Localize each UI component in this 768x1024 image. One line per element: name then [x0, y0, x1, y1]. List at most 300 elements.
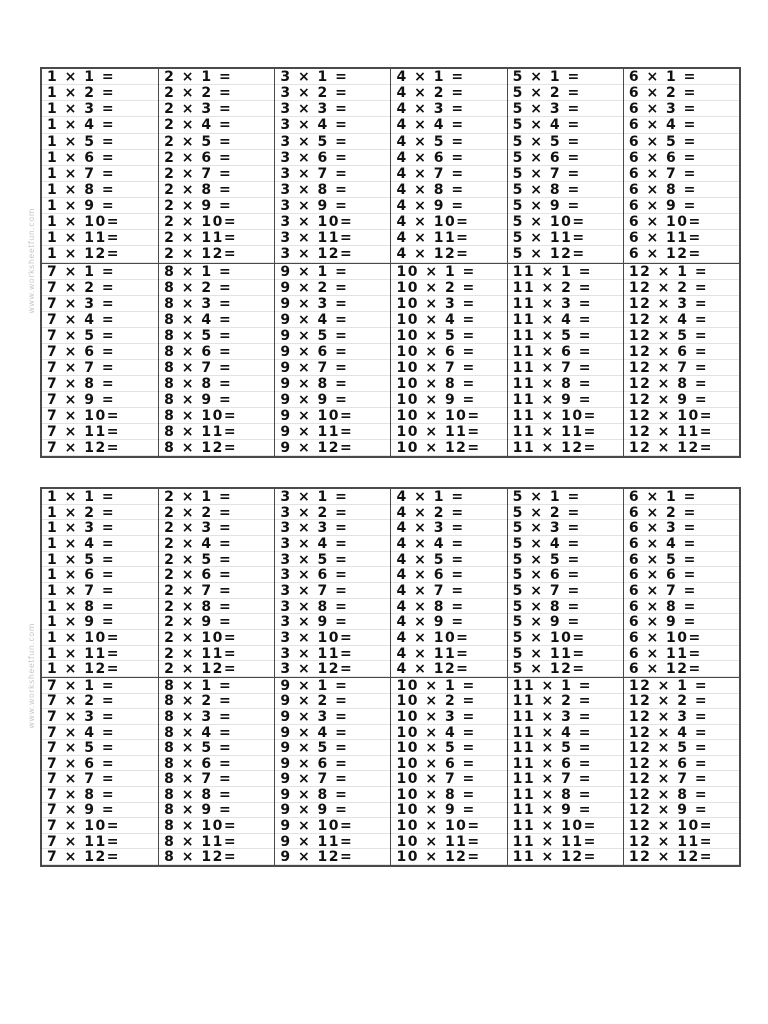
fact-cell: 6 × 2 = — [624, 505, 739, 521]
fact-cell: 11 × 6 = — [508, 756, 623, 772]
fact-cell: 4 × 1 = — [391, 489, 506, 505]
fact-cell: 9 × 1 = — [275, 264, 390, 280]
tables-7-to-12 — [42, 263, 739, 457]
table-column-4 — [390, 489, 506, 677]
fact-cell: 1 × 9 = — [42, 198, 158, 214]
fact-cell: 2 × 11= — [159, 646, 274, 662]
fact-cell: 6 × 7 = — [624, 583, 739, 599]
fact-cell: 2 × 2 = — [159, 505, 274, 521]
fact-cell: 10 × 3 = — [391, 296, 506, 312]
fact-cell: 4 × 1 = — [391, 69, 506, 85]
fact-cell: 9 × 4 = — [275, 312, 390, 328]
fact-cell: 12 × 2 = — [624, 280, 739, 296]
fact-cell: 1 × 2 = — [42, 505, 158, 521]
fact-cell: 12 × 4 = — [624, 725, 739, 741]
fact-cell: 9 × 8 = — [275, 787, 390, 803]
fact-cell: 7 × 4 = — [42, 312, 158, 328]
fact-cell: 11 × 9 = — [508, 803, 623, 819]
fact-cell: 9 × 6 = — [275, 756, 390, 772]
fact-cell: 10 × 6 = — [391, 756, 506, 772]
watermark-text: www.worksheetfun.com — [27, 623, 36, 729]
fact-cell: 1 × 7 = — [42, 583, 158, 599]
fact-cell: 9 × 5 = — [275, 740, 390, 756]
fact-cell: 7 × 12= — [42, 440, 158, 456]
table-column-8 — [158, 264, 274, 457]
fact-cell: 11 × 5 = — [508, 328, 623, 344]
fact-cell: 6 × 12= — [624, 246, 739, 262]
fact-cell: 5 × 5 = — [508, 552, 623, 568]
fact-cell: 11 × 12= — [508, 440, 623, 456]
tables-7-to-12 — [42, 677, 739, 865]
fact-cell: 11 × 11= — [508, 834, 623, 850]
fact-cell: 5 × 9 = — [508, 198, 623, 214]
fact-cell: 10 × 1 = — [391, 264, 506, 280]
fact-cell: 4 × 12= — [391, 246, 506, 262]
fact-cell: 11 × 9 = — [508, 392, 623, 408]
tables-1-to-6 — [42, 69, 739, 263]
fact-cell: 12 × 7 = — [624, 360, 739, 376]
fact-cell: 3 × 8 = — [275, 182, 390, 198]
fact-cell: 8 × 6 = — [159, 756, 274, 772]
fact-cell: 4 × 10= — [391, 630, 506, 646]
fact-cell: 6 × 8 = — [624, 599, 739, 615]
fact-cell: 2 × 10= — [159, 630, 274, 646]
fact-cell: 4 × 3 = — [391, 101, 506, 117]
fact-cell: 2 × 2 = — [159, 85, 274, 101]
fact-cell: 10 × 6 = — [391, 344, 506, 360]
fact-cell: 1 × 10= — [42, 214, 158, 230]
fact-cell: 6 × 6 = — [624, 567, 739, 583]
fact-cell: 9 × 10= — [275, 818, 390, 834]
tables-1-to-6 — [42, 489, 739, 677]
fact-cell: 11 × 1 = — [508, 678, 623, 694]
fact-cell: 8 × 8 = — [159, 376, 274, 392]
times-table-sheet — [40, 67, 741, 458]
fact-cell: 12 × 8 = — [624, 376, 739, 392]
fact-cell: 12 × 9 = — [624, 392, 739, 408]
fact-cell: 5 × 7 = — [508, 583, 623, 599]
fact-cell: 8 × 7 = — [159, 360, 274, 376]
fact-cell: 2 × 12= — [159, 246, 274, 262]
fact-cell: 6 × 10= — [624, 214, 739, 230]
fact-cell: 12 × 3 = — [624, 296, 739, 312]
fact-cell: 6 × 4 = — [624, 536, 739, 552]
fact-cell: 3 × 9 = — [275, 198, 390, 214]
fact-cell: 5 × 9 = — [508, 614, 623, 630]
fact-cell: 2 × 11= — [159, 230, 274, 246]
fact-cell: 12 × 10= — [624, 408, 739, 424]
fact-cell: 2 × 7 = — [159, 166, 274, 182]
fact-cell: 2 × 5 = — [159, 552, 274, 568]
fact-cell: 3 × 6 = — [275, 150, 390, 166]
fact-cell: 4 × 8 = — [391, 599, 506, 615]
fact-cell: 6 × 5 = — [624, 134, 739, 150]
fact-cell: 8 × 10= — [159, 818, 274, 834]
fact-cell: 12 × 6 = — [624, 756, 739, 772]
fact-cell: 4 × 8 = — [391, 182, 506, 198]
fact-cell: 8 × 11= — [159, 424, 274, 440]
fact-cell: 3 × 6 = — [275, 567, 390, 583]
fact-cell: 6 × 1 = — [624, 69, 739, 85]
fact-cell: 5 × 10= — [508, 630, 623, 646]
fact-cell: 3 × 2 = — [275, 85, 390, 101]
fact-cell: 3 × 9 = — [275, 614, 390, 630]
fact-cell: 3 × 4 = — [275, 536, 390, 552]
fact-cell: 2 × 7 = — [159, 583, 274, 599]
fact-cell: 4 × 4 = — [391, 536, 506, 552]
fact-cell: 10 × 4 = — [391, 725, 506, 741]
fact-cell: 2 × 5 = — [159, 134, 274, 150]
fact-cell: 11 × 7 = — [508, 771, 623, 787]
fact-cell: 11 × 12= — [508, 849, 623, 865]
fact-cell: 4 × 7 = — [391, 583, 506, 599]
fact-cell: 9 × 6 = — [275, 344, 390, 360]
fact-cell: 5 × 2 = — [508, 505, 623, 521]
fact-cell: 3 × 11= — [275, 230, 390, 246]
table-column-8 — [158, 678, 274, 865]
fact-cell: 1 × 7 = — [42, 166, 158, 182]
fact-cell: 2 × 3 = — [159, 520, 274, 536]
fact-cell: 5 × 6 = — [508, 567, 623, 583]
fact-cell: 9 × 5 = — [275, 328, 390, 344]
fact-cell: 1 × 9 = — [42, 614, 158, 630]
fact-cell: 3 × 3 = — [275, 520, 390, 536]
fact-cell: 4 × 11= — [391, 230, 506, 246]
fact-cell: 1 × 12= — [42, 661, 158, 677]
fact-cell: 1 × 1 = — [42, 69, 158, 85]
fact-cell: 8 × 5 = — [159, 328, 274, 344]
fact-cell: 12 × 5 = — [624, 328, 739, 344]
fact-cell: 4 × 6 = — [391, 567, 506, 583]
fact-cell: 8 × 12= — [159, 849, 274, 865]
fact-cell: 10 × 10= — [391, 818, 506, 834]
fact-cell: 8 × 4 = — [159, 312, 274, 328]
fact-cell: 5 × 4 = — [508, 117, 623, 133]
table-column-9 — [274, 264, 390, 457]
fact-cell: 6 × 7 = — [624, 166, 739, 182]
fact-cell: 8 × 6 = — [159, 344, 274, 360]
fact-cell: 4 × 2 = — [391, 505, 506, 521]
fact-cell: 5 × 10= — [508, 214, 623, 230]
fact-cell: 12 × 11= — [624, 834, 739, 850]
fact-cell: 1 × 3 = — [42, 101, 158, 117]
fact-cell: 9 × 2 = — [275, 280, 390, 296]
fact-cell: 1 × 8 = — [42, 182, 158, 198]
fact-cell: 10 × 12= — [391, 849, 506, 865]
fact-cell: 6 × 1 = — [624, 489, 739, 505]
fact-cell: 4 × 4 = — [391, 117, 506, 133]
fact-cell: 1 × 6 = — [42, 150, 158, 166]
fact-cell: 6 × 3 = — [624, 520, 739, 536]
fact-cell: 7 × 10= — [42, 818, 158, 834]
fact-cell: 5 × 11= — [508, 230, 623, 246]
table-column-3 — [274, 489, 390, 677]
times-table-sheet — [40, 487, 741, 867]
fact-cell: 11 × 10= — [508, 408, 623, 424]
fact-cell: 4 × 7 = — [391, 166, 506, 182]
fact-cell: 7 × 2 = — [42, 694, 158, 710]
fact-cell: 9 × 12= — [275, 440, 390, 456]
fact-cell: 10 × 10= — [391, 408, 506, 424]
fact-cell: 5 × 1 = — [508, 489, 623, 505]
fact-cell: 10 × 2 = — [391, 280, 506, 296]
fact-cell: 1 × 11= — [42, 646, 158, 662]
fact-cell: 5 × 12= — [508, 661, 623, 677]
table-column-12 — [623, 264, 739, 457]
fact-cell: 7 × 5 = — [42, 740, 158, 756]
fact-cell: 12 × 8 = — [624, 787, 739, 803]
table-column-5 — [507, 69, 623, 263]
fact-cell: 12 × 12= — [624, 440, 739, 456]
fact-cell: 2 × 10= — [159, 214, 274, 230]
fact-cell: 12 × 9 = — [624, 803, 739, 819]
fact-cell: 9 × 7 = — [275, 771, 390, 787]
fact-cell: 3 × 2 = — [275, 505, 390, 521]
fact-cell: 3 × 3 = — [275, 101, 390, 117]
fact-cell: 8 × 3 = — [159, 296, 274, 312]
fact-cell: 3 × 8 = — [275, 599, 390, 615]
fact-cell: 10 × 2 = — [391, 694, 506, 710]
table-column-10 — [390, 678, 506, 865]
table-column-6 — [623, 69, 739, 263]
fact-cell: 8 × 8 = — [159, 787, 274, 803]
fact-cell: 7 × 7 = — [42, 771, 158, 787]
table-column-10 — [390, 264, 506, 457]
fact-cell: 12 × 7 = — [624, 771, 739, 787]
fact-cell: 3 × 11= — [275, 646, 390, 662]
fact-cell: 6 × 11= — [624, 646, 739, 662]
fact-cell: 11 × 11= — [508, 424, 623, 440]
fact-cell: 4 × 2 = — [391, 85, 506, 101]
fact-cell: 5 × 12= — [508, 246, 623, 262]
fact-cell: 11 × 2 = — [508, 280, 623, 296]
fact-cell: 5 × 2 = — [508, 85, 623, 101]
fact-cell: 11 × 10= — [508, 818, 623, 834]
fact-cell: 7 × 11= — [42, 424, 158, 440]
fact-cell: 4 × 3 = — [391, 520, 506, 536]
fact-cell: 1 × 2 = — [42, 85, 158, 101]
fact-cell: 8 × 4 = — [159, 725, 274, 741]
fact-cell: 7 × 10= — [42, 408, 158, 424]
fact-cell: 6 × 9 = — [624, 198, 739, 214]
fact-cell: 12 × 3 = — [624, 709, 739, 725]
fact-cell: 12 × 1 = — [624, 264, 739, 280]
fact-cell: 1 × 10= — [42, 630, 158, 646]
fact-cell: 1 × 6 = — [42, 567, 158, 583]
fact-cell: 7 × 6 = — [42, 756, 158, 772]
fact-cell: 7 × 1 = — [42, 678, 158, 694]
fact-cell: 10 × 7 = — [391, 771, 506, 787]
fact-cell: 3 × 1 = — [275, 69, 390, 85]
fact-cell: 8 × 7 = — [159, 771, 274, 787]
fact-cell: 11 × 3 = — [508, 709, 623, 725]
fact-cell: 3 × 7 = — [275, 166, 390, 182]
fact-cell: 11 × 4 = — [508, 725, 623, 741]
fact-cell: 5 × 6 = — [508, 150, 623, 166]
fact-cell: 1 × 3 = — [42, 520, 158, 536]
fact-cell: 12 × 1 = — [624, 678, 739, 694]
fact-cell: 5 × 1 = — [508, 69, 623, 85]
fact-cell: 8 × 2 = — [159, 280, 274, 296]
fact-cell: 7 × 9 = — [42, 392, 158, 408]
fact-cell: 8 × 1 = — [159, 264, 274, 280]
fact-cell: 3 × 10= — [275, 214, 390, 230]
fact-cell: 1 × 11= — [42, 230, 158, 246]
fact-cell: 5 × 7 = — [508, 166, 623, 182]
fact-cell: 12 × 2 = — [624, 694, 739, 710]
fact-cell: 9 × 11= — [275, 424, 390, 440]
fact-cell: 3 × 1 = — [275, 489, 390, 505]
fact-cell: 11 × 3 = — [508, 296, 623, 312]
fact-cell: 2 × 8 = — [159, 182, 274, 198]
fact-cell: 6 × 10= — [624, 630, 739, 646]
table-column-11 — [507, 678, 623, 865]
table-column-4 — [390, 69, 506, 263]
fact-cell: 1 × 5 = — [42, 134, 158, 150]
fact-cell: 9 × 11= — [275, 834, 390, 850]
fact-cell: 7 × 12= — [42, 849, 158, 865]
fact-cell: 3 × 12= — [275, 661, 390, 677]
fact-cell: 6 × 3 = — [624, 101, 739, 117]
fact-cell: 9 × 4 = — [275, 725, 390, 741]
table-column-2 — [158, 69, 274, 263]
fact-cell: 11 × 6 = — [508, 344, 623, 360]
fact-cell: 3 × 12= — [275, 246, 390, 262]
table-column-7 — [42, 264, 158, 457]
fact-cell: 1 × 4 = — [42, 117, 158, 133]
fact-cell: 5 × 11= — [508, 646, 623, 662]
fact-cell: 8 × 11= — [159, 834, 274, 850]
fact-cell: 12 × 12= — [624, 849, 739, 865]
fact-cell: 8 × 10= — [159, 408, 274, 424]
fact-cell: 4 × 9 = — [391, 614, 506, 630]
fact-cell: 4 × 11= — [391, 646, 506, 662]
fact-cell: 4 × 9 = — [391, 198, 506, 214]
fact-cell: 6 × 12= — [624, 661, 739, 677]
fact-cell: 8 × 9 = — [159, 392, 274, 408]
fact-cell: 5 × 3 = — [508, 520, 623, 536]
fact-cell: 6 × 6 = — [624, 150, 739, 166]
fact-cell: 9 × 9 = — [275, 392, 390, 408]
fact-cell: 8 × 3 = — [159, 709, 274, 725]
fact-cell: 10 × 3 = — [391, 709, 506, 725]
fact-cell: 2 × 4 = — [159, 536, 274, 552]
fact-cell: 11 × 8 = — [508, 787, 623, 803]
fact-cell: 10 × 5 = — [391, 740, 506, 756]
table-column-9 — [274, 678, 390, 865]
fact-cell: 9 × 9 = — [275, 803, 390, 819]
fact-cell: 1 × 12= — [42, 246, 158, 262]
fact-cell: 10 × 11= — [391, 424, 506, 440]
fact-cell: 1 × 8 = — [42, 599, 158, 615]
fact-cell: 2 × 3 = — [159, 101, 274, 117]
fact-cell: 7 × 4 = — [42, 725, 158, 741]
fact-cell: 7 × 3 = — [42, 709, 158, 725]
fact-cell: 4 × 10= — [391, 214, 506, 230]
fact-cell: 6 × 2 = — [624, 85, 739, 101]
fact-cell: 8 × 1 = — [159, 678, 274, 694]
table-column-1 — [42, 489, 158, 677]
fact-cell: 10 × 11= — [391, 834, 506, 850]
fact-cell: 12 × 5 = — [624, 740, 739, 756]
fact-cell: 7 × 7 = — [42, 360, 158, 376]
fact-cell: 2 × 9 = — [159, 614, 274, 630]
fact-cell: 7 × 6 = — [42, 344, 158, 360]
fact-cell: 5 × 8 = — [508, 182, 623, 198]
fact-cell: 3 × 10= — [275, 630, 390, 646]
fact-cell: 3 × 5 = — [275, 134, 390, 150]
fact-cell: 6 × 11= — [624, 230, 739, 246]
fact-cell: 10 × 9 = — [391, 392, 506, 408]
fact-cell: 11 × 7 = — [508, 360, 623, 376]
fact-cell: 10 × 7 = — [391, 360, 506, 376]
fact-cell: 9 × 1 = — [275, 678, 390, 694]
table-column-11 — [507, 264, 623, 457]
fact-cell: 7 × 8 = — [42, 787, 158, 803]
table-column-7 — [42, 678, 158, 865]
fact-cell: 4 × 5 = — [391, 552, 506, 568]
fact-cell: 10 × 1 = — [391, 678, 506, 694]
fact-cell: 10 × 12= — [391, 440, 506, 456]
fact-cell: 6 × 5 = — [624, 552, 739, 568]
fact-cell: 2 × 1 = — [159, 489, 274, 505]
fact-cell: 9 × 3 = — [275, 296, 390, 312]
fact-cell: 12 × 11= — [624, 424, 739, 440]
fact-cell: 6 × 9 = — [624, 614, 739, 630]
fact-cell: 8 × 9 = — [159, 803, 274, 819]
fact-cell: 9 × 8 = — [275, 376, 390, 392]
fact-cell: 4 × 12= — [391, 661, 506, 677]
table-column-12 — [623, 678, 739, 865]
fact-cell: 3 × 4 = — [275, 117, 390, 133]
fact-cell: 11 × 5 = — [508, 740, 623, 756]
fact-cell: 11 × 4 = — [508, 312, 623, 328]
fact-cell: 9 × 7 = — [275, 360, 390, 376]
fact-cell: 11 × 2 = — [508, 694, 623, 710]
fact-cell: 2 × 4 = — [159, 117, 274, 133]
fact-cell: 5 × 4 = — [508, 536, 623, 552]
fact-cell: 6 × 8 = — [624, 182, 739, 198]
table-column-6 — [623, 489, 739, 677]
fact-cell: 7 × 2 = — [42, 280, 158, 296]
fact-cell: 2 × 6 = — [159, 567, 274, 583]
fact-cell: 12 × 6 = — [624, 344, 739, 360]
fact-cell: 10 × 9 = — [391, 803, 506, 819]
fact-cell: 7 × 9 = — [42, 803, 158, 819]
fact-cell: 11 × 1 = — [508, 264, 623, 280]
fact-cell: 3 × 7 = — [275, 583, 390, 599]
table-column-2 — [158, 489, 274, 677]
fact-cell: 9 × 12= — [275, 849, 390, 865]
fact-cell: 7 × 5 = — [42, 328, 158, 344]
fact-cell: 9 × 2 = — [275, 694, 390, 710]
fact-cell: 12 × 10= — [624, 818, 739, 834]
fact-cell: 4 × 6 = — [391, 150, 506, 166]
fact-cell: 11 × 8 = — [508, 376, 623, 392]
watermark-text: www.worksheetfun.com — [27, 208, 36, 314]
fact-cell: 8 × 12= — [159, 440, 274, 456]
fact-cell: 2 × 9 = — [159, 198, 274, 214]
fact-cell: 2 × 8 = — [159, 599, 274, 615]
fact-cell: 10 × 5 = — [391, 328, 506, 344]
fact-cell: 5 × 8 = — [508, 599, 623, 615]
fact-cell: 5 × 5 = — [508, 134, 623, 150]
fact-cell: 2 × 6 = — [159, 150, 274, 166]
fact-cell: 2 × 12= — [159, 661, 274, 677]
fact-cell: 12 × 4 = — [624, 312, 739, 328]
fact-cell: 1 × 5 = — [42, 552, 158, 568]
fact-cell: 1 × 4 = — [42, 536, 158, 552]
